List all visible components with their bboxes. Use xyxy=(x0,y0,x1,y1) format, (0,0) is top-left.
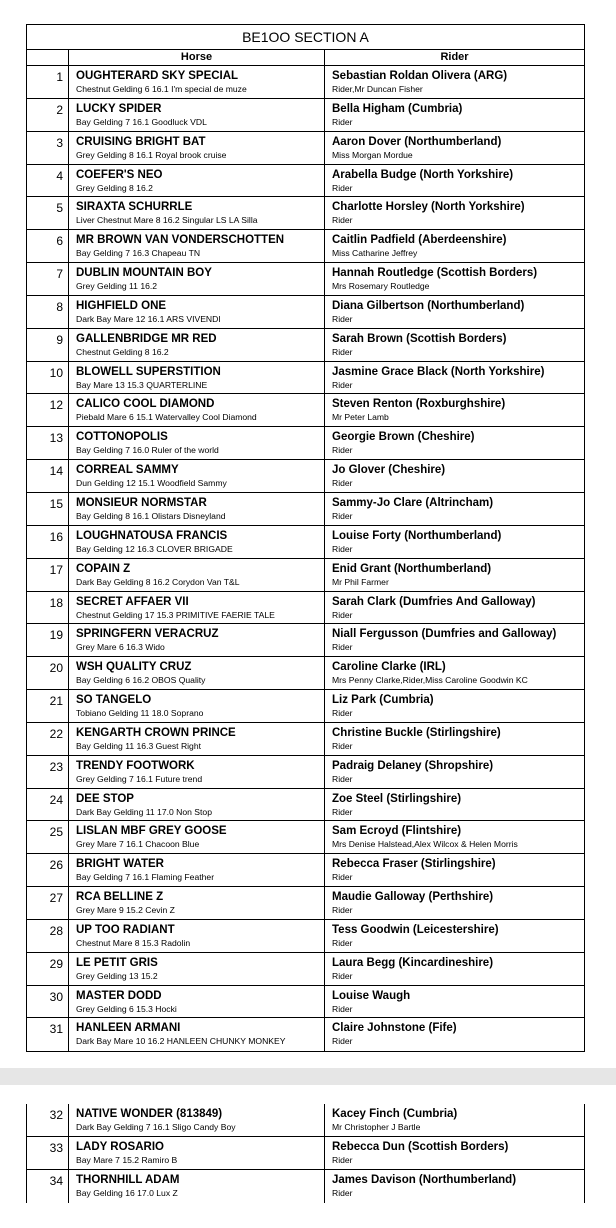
entry-number: 18 xyxy=(27,592,69,624)
horse-cell xyxy=(69,657,325,689)
horse-details: Bay Gelding 12 16.3 CLOVER BRIGADE xyxy=(76,543,233,554)
table-row xyxy=(27,624,584,657)
rider-cell xyxy=(325,460,584,492)
rider-cell xyxy=(325,1170,584,1203)
rider-name: Caitlin Padfield (Aberdeenshire) xyxy=(332,234,507,247)
horse-cell xyxy=(69,854,325,886)
owner-name: Miss Catharine Jeffrey xyxy=(332,248,418,259)
rider-name: Maudie Galloway (Perthshire) xyxy=(332,891,494,904)
horse-cell xyxy=(69,132,325,164)
owner-name: Rider xyxy=(332,872,353,883)
horse-details: Grey Gelding 8 16.1 Royal brook cruise xyxy=(76,149,227,160)
horse-cell xyxy=(69,690,325,722)
horse-details: Bay Gelding 7 16.3 Chapeau TN xyxy=(76,248,201,259)
horse-cell xyxy=(69,263,325,295)
entry-number: 13 xyxy=(27,427,69,459)
rider-cell xyxy=(325,624,584,656)
rider-cell xyxy=(325,592,584,624)
owner-name: Rider xyxy=(332,609,353,620)
table-row xyxy=(27,99,584,132)
rider-name: Sam Ecroyd (Flintshire) xyxy=(332,825,462,838)
entry-number: 20 xyxy=(27,657,69,689)
horse-cell xyxy=(69,165,325,197)
entry-number: 4 xyxy=(27,165,69,197)
rider-cell xyxy=(325,66,584,98)
owner-name: Rider xyxy=(332,642,353,653)
horse-details: Tobiano Gelding 11 18.0 Soprano xyxy=(76,708,204,719)
horse-name: KENGARTH CROWN PRINCE xyxy=(76,726,236,739)
rider-name: Rebecca Dun (Scottish Borders) xyxy=(332,1140,509,1153)
entry-number: 27 xyxy=(27,887,69,919)
entry-number: 7 xyxy=(27,263,69,295)
entry-number: 2 xyxy=(27,99,69,131)
horse-details: Bay Gelding 7 16.1 Goodluck VDL xyxy=(76,116,207,127)
table-row xyxy=(27,592,584,625)
owner-name: Rider xyxy=(332,478,353,489)
rider-name: Rebecca Fraser (Stirlingshire) xyxy=(332,858,496,871)
rider-cell xyxy=(325,1018,584,1051)
horse-name: BRIGHT WATER xyxy=(76,858,164,871)
rider-cell xyxy=(325,854,584,886)
entry-number: 32 xyxy=(27,1104,69,1136)
horse-cell xyxy=(69,953,325,985)
rider-cell xyxy=(325,953,584,985)
table-row xyxy=(27,66,584,99)
rider-cell xyxy=(325,99,584,131)
horse-details: Dark Bay Mare 12 16.1 ARS VIVENDI xyxy=(76,313,221,324)
horse-name: BLOWELL SUPERSTITION xyxy=(76,365,221,378)
rider-name: Liz Park (Cumbria) xyxy=(332,694,434,707)
owner-name: Mrs Penny Clarke,Rider,Miss Caroline Goodwin KC xyxy=(332,675,528,686)
rider-cell xyxy=(325,1137,584,1169)
entry-number: 3 xyxy=(27,132,69,164)
rider-name: Charlotte Horsley (North Yorkshire) xyxy=(332,201,525,214)
table-row xyxy=(27,394,584,427)
horse-cell xyxy=(69,1104,325,1136)
entry-number: 22 xyxy=(27,723,69,755)
rider-cell xyxy=(325,263,584,295)
horse-cell xyxy=(69,230,325,262)
horse-name: UP TOO RADIANT xyxy=(76,923,175,936)
owner-name: Rider xyxy=(332,1154,353,1165)
entry-number: 10 xyxy=(27,362,69,394)
entry-number: 17 xyxy=(27,559,69,591)
owner-name: Rider xyxy=(332,1036,353,1047)
horse-cell xyxy=(69,723,325,755)
table-row xyxy=(27,329,584,362)
rider-name: Padraig Delaney (Shropshire) xyxy=(332,759,494,772)
horse-cell xyxy=(69,559,325,591)
owner-name: Mr Christopher J Bartle xyxy=(332,1122,421,1132)
rider-name: Louise Forty (Northumberland) xyxy=(332,529,502,542)
rider-name: Jasmine Grace Black (North Yorkshire) xyxy=(332,365,545,378)
rider-cell xyxy=(325,756,584,788)
rider-name: Bella Higham (Cumbria) xyxy=(332,102,463,115)
rider-cell xyxy=(325,986,584,1018)
owner-name: Rider xyxy=(332,905,353,916)
horse-details: Bay Gelding 16 17.0 Lux Z xyxy=(76,1187,178,1198)
table-row xyxy=(27,460,584,493)
entry-number: 25 xyxy=(27,821,69,853)
entry-number: 9 xyxy=(27,329,69,361)
entry-number: 24 xyxy=(27,789,69,821)
table-body-continued xyxy=(27,1104,584,1203)
horse-cell xyxy=(69,592,325,624)
horse-name: SIRAXTA SCHURRLE xyxy=(76,201,193,214)
rider-name: Hannah Routledge (Scottish Borders) xyxy=(332,267,538,280)
table-row xyxy=(27,789,584,822)
horse-details: Chestnut Gelding 17 15.3 PRIMITIVE FAERIE TALE xyxy=(76,609,275,620)
table-body xyxy=(27,66,584,1051)
horse-name: SO TANGELO xyxy=(76,694,152,707)
entry-number: 5 xyxy=(27,197,69,229)
table-row xyxy=(27,756,584,789)
rider-name: Enid Grant (Northumberland) xyxy=(332,562,492,575)
owner-name: Rider xyxy=(332,740,353,751)
owner-name: Mrs Denise Halstead,Alex Wilcox & Helen Morris xyxy=(332,839,518,850)
table-row xyxy=(27,920,584,953)
horse-details: Liver Chestnut Mare 8 16.2 Singular LS LA Silla xyxy=(76,215,258,226)
horse-details: Dark Bay Gelding 11 17.0 Non Stop xyxy=(76,806,212,817)
horse-name: OUGHTERARD SKY SPECIAL xyxy=(76,70,239,82)
horse-cell xyxy=(69,394,325,426)
rider-cell xyxy=(325,362,584,394)
horse-details: Grey Mare 6 16.3 Wido xyxy=(76,642,165,653)
owner-name: Rider xyxy=(332,510,353,521)
entry-number: 28 xyxy=(27,920,69,952)
entry-number: 15 xyxy=(27,493,69,525)
horse-name: HANLEEN ARMANI xyxy=(76,1022,181,1035)
rider-cell xyxy=(325,789,584,821)
horse-cell xyxy=(69,624,325,656)
horse-cell xyxy=(69,362,325,394)
rider-name: Steven Renton (Roxburghshire) xyxy=(332,398,506,411)
horse-name: HIGHFIELD ONE xyxy=(76,299,167,312)
rider-name: Tess Goodwin (Leicestershire) xyxy=(332,923,499,936)
horse-name: LADY ROSARIO xyxy=(76,1140,164,1153)
horse-details: Dun Gelding 12 15.1 Woodfield Sammy xyxy=(76,478,227,489)
rider-cell xyxy=(325,132,584,164)
horse-cell xyxy=(69,329,325,361)
owner-name: Rider xyxy=(332,773,353,784)
section-title: BE1OO SECTION A xyxy=(27,25,584,50)
owner-name: Mr Peter Lamb xyxy=(332,412,389,423)
rider-cell xyxy=(325,559,584,591)
owner-name: Rider xyxy=(332,970,353,981)
entry-number: 6 xyxy=(27,230,69,262)
table-row xyxy=(27,197,584,230)
horse-name: MR BROWN VAN VONDERSCHOTTEN xyxy=(76,234,285,247)
owner-name: Rider xyxy=(332,116,353,127)
table-row xyxy=(27,493,584,526)
horse-name: NATIVE WONDER (813849) xyxy=(76,1108,223,1120)
page-break xyxy=(0,1068,616,1085)
rider-cell xyxy=(325,920,584,952)
horse-cell xyxy=(69,986,325,1018)
owner-name: Mrs Rosemary Routledge xyxy=(332,281,430,292)
rider-name: Claire Johnstone (Fife) xyxy=(332,1022,457,1035)
table-row xyxy=(27,1018,584,1051)
rider-cell xyxy=(325,197,584,229)
owner-name: Rider xyxy=(332,1187,353,1198)
owner-name: Rider xyxy=(332,806,353,817)
owner-name: Rider xyxy=(332,1003,353,1014)
owner-name: Mr Phil Farmer xyxy=(332,576,389,587)
rider-name: Aaron Dover (Northumberland) xyxy=(332,135,502,148)
entry-number: 21 xyxy=(27,690,69,722)
horse-cell xyxy=(69,789,325,821)
rider-cell xyxy=(325,1104,584,1136)
owner-name: Rider,Mr Duncan Fisher xyxy=(332,84,423,94)
horse-details: Bay Gelding 7 16.0 Ruler of the world xyxy=(76,445,219,456)
rider-cell xyxy=(325,329,584,361)
rider-cell xyxy=(325,493,584,525)
rider-name: Sarah Clark (Dumfries And Galloway) xyxy=(332,595,536,608)
table-row xyxy=(27,723,584,756)
owner-name: Rider xyxy=(332,346,353,357)
entry-number: 26 xyxy=(27,854,69,886)
rider-cell xyxy=(325,690,584,722)
rider-name: Caroline Clarke (IRL) xyxy=(332,661,446,674)
horse-details: Grey Gelding 7 16.1 Future trend xyxy=(76,773,203,784)
owner-name: Rider xyxy=(332,215,353,226)
horse-details: Grey Gelding 13 15.2 xyxy=(76,970,158,981)
rider-cell xyxy=(325,427,584,459)
horse-cell xyxy=(69,296,325,328)
entry-number: 19 xyxy=(27,624,69,656)
entry-number: 1 xyxy=(27,66,69,98)
table-row xyxy=(27,526,584,559)
entry-number: 31 xyxy=(27,1018,69,1051)
horse-cell xyxy=(69,197,325,229)
horse-details: Piebald Mare 6 15.1 Watervalley Cool Diamond xyxy=(76,412,257,423)
table-row xyxy=(27,887,584,920)
horse-details: Chestnut Gelding 8 16.2 xyxy=(76,346,169,357)
horse-name: SPRINGFERN VERACRUZ xyxy=(76,628,219,641)
table-row xyxy=(27,657,584,690)
rider-cell xyxy=(325,657,584,689)
number-column-header xyxy=(27,50,69,65)
horse-cell xyxy=(69,427,325,459)
horse-cell xyxy=(69,1170,325,1203)
rider-name: Arabella Budge (North Yorkshire) xyxy=(332,168,514,181)
horse-details: Grey Gelding 6 15.3 Hocki xyxy=(76,1003,177,1014)
owner-name: Rider xyxy=(332,182,353,193)
rider-name: Diana Gilbertson (Northumberland) xyxy=(332,299,525,312)
table-row xyxy=(27,427,584,460)
rider-cell xyxy=(325,394,584,426)
entry-number: 34 xyxy=(27,1170,69,1203)
horse-name: SECRET AFFAER VII xyxy=(76,595,189,608)
horse-name: COPAIN Z xyxy=(76,562,131,575)
owner-name: Rider xyxy=(332,708,353,719)
rider-name: Jo Glover (Cheshire) xyxy=(332,464,446,477)
horse-details: Bay Mare 7 15.2 Ramiro B xyxy=(76,1154,178,1165)
horse-cell xyxy=(69,1018,325,1051)
entry-number: 30 xyxy=(27,986,69,1018)
horse-name: GALLENBRIDGE MR RED xyxy=(76,332,217,345)
horse-details: Chestnut Mare 8 15.3 Radolin xyxy=(76,937,191,948)
entry-number: 12 xyxy=(27,394,69,426)
rider-name: James Davison (Northumberland) xyxy=(332,1173,517,1186)
horse-cell xyxy=(69,756,325,788)
horse-details: Bay Mare 13 15.3 QUARTERLINE xyxy=(76,379,208,390)
horse-name: LUCKY SPIDER xyxy=(76,102,162,115)
horse-details: Bay Gelding 11 16.3 Guest Right xyxy=(76,740,202,751)
table-row xyxy=(27,953,584,986)
horse-details: Dark Bay Mare 10 16.2 HANLEEN CHUNKY MONKEY xyxy=(76,1036,286,1047)
horse-name: RCA BELLINE Z xyxy=(76,891,164,904)
table-row xyxy=(27,362,584,395)
horse-name: CORREAL SAMMY xyxy=(76,464,179,477)
horse-name: MASTER DODD xyxy=(76,989,162,1002)
rider-name: Sammy-Jo Clare (Altrincham) xyxy=(332,496,494,509)
rider-name: Sebastian Roldan Olivera (ARG) xyxy=(332,70,508,82)
table-row xyxy=(27,854,584,887)
entry-number: 33 xyxy=(27,1137,69,1169)
owner-name: Miss Morgan Mordue xyxy=(332,149,413,160)
horse-details: Bay Gelding 6 16.2 OBOS Quality xyxy=(76,675,206,686)
rider-name: Laura Begg (Kincardineshire) xyxy=(332,956,494,969)
horse-cell xyxy=(69,99,325,131)
entry-number: 14 xyxy=(27,460,69,492)
table-row xyxy=(27,165,584,198)
horse-name: DUBLIN MOUNTAIN BOY xyxy=(76,267,212,280)
table-row xyxy=(27,821,584,854)
table-row xyxy=(27,1137,584,1170)
rider-name: Kacey Finch (Cumbria) xyxy=(332,1108,458,1120)
entry-number: 8 xyxy=(27,296,69,328)
horse-details: Dark Bay Gelding 7 16.1 Sligo Candy Boy xyxy=(76,1122,236,1132)
table-row xyxy=(27,132,584,165)
entries-table-continued xyxy=(26,1104,585,1203)
entry-number: 23 xyxy=(27,756,69,788)
table-row xyxy=(27,559,584,592)
rider-name: Christine Buckle (Stirlingshire) xyxy=(332,726,501,739)
horse-name: LISLAN MBF GREY GOOSE xyxy=(76,825,227,838)
horse-name: CALICO COOL DIAMOND xyxy=(76,398,215,411)
horse-cell xyxy=(69,1137,325,1169)
horse-details: Grey Mare 7 16.1 Chacoon Blue xyxy=(76,839,200,850)
horse-name: COTTONOPOLIS xyxy=(76,431,168,444)
rider-cell xyxy=(325,296,584,328)
horse-name: WSH QUALITY CRUZ xyxy=(76,661,192,674)
horse-details: Bay Gelding 7 16.1 Flaming Feather xyxy=(76,872,215,883)
horse-cell xyxy=(69,821,325,853)
table-row xyxy=(27,986,584,1019)
owner-name: Rider xyxy=(332,937,353,948)
horse-name: THORNHILL ADAM xyxy=(76,1173,180,1186)
horse-cell xyxy=(69,920,325,952)
rider-name: Georgie Brown (Cheshire) xyxy=(332,431,475,444)
rider-column-header: Rider xyxy=(440,51,469,63)
rider-cell xyxy=(325,165,584,197)
horse-details: Bay Gelding 8 16.1 Olistars Disneyland xyxy=(76,510,226,521)
horse-cell xyxy=(69,460,325,492)
rider-cell xyxy=(325,723,584,755)
horse-name: TRENDY FOOTWORK xyxy=(76,759,195,772)
horse-cell xyxy=(69,493,325,525)
entry-number: 16 xyxy=(27,526,69,558)
horse-details: Grey Gelding 11 16.2 xyxy=(76,281,158,292)
owner-name: Rider xyxy=(332,543,353,554)
table-header xyxy=(27,50,584,66)
horse-name: DEE STOP xyxy=(76,792,134,805)
table-row xyxy=(27,1170,584,1203)
horse-name: COEFER'S NEO xyxy=(76,168,163,181)
horse-cell xyxy=(69,66,325,98)
rider-name: Sarah Brown (Scottish Borders) xyxy=(332,332,507,345)
table-row xyxy=(27,263,584,296)
horse-cell xyxy=(69,526,325,558)
owner-name: Rider xyxy=(332,445,353,456)
table-row xyxy=(27,230,584,263)
owner-name: Rider xyxy=(332,379,353,390)
horse-details: Dark Bay Gelding 8 16.2 Corydon Van T&L xyxy=(76,576,240,587)
rider-name: Zoe Steel (Stirlingshire) xyxy=(332,792,462,805)
horse-details: Grey Gelding 8 16.2 xyxy=(76,182,153,193)
horse-name: CRUISING BRIGHT BAT xyxy=(76,135,206,148)
table-row xyxy=(27,690,584,723)
rider-cell xyxy=(325,821,584,853)
entry-number: 29 xyxy=(27,953,69,985)
horse-name: LE PETIT GRIS xyxy=(76,956,158,969)
horse-cell xyxy=(69,887,325,919)
horse-name: MONSIEUR NORMSTAR xyxy=(76,496,207,509)
owner-name: Rider xyxy=(332,313,353,324)
rider-name: Louise Waugh xyxy=(332,989,411,1002)
horse-column-header: Horse xyxy=(69,50,325,65)
rider-cell xyxy=(325,526,584,558)
table-row xyxy=(27,296,584,329)
rider-cell xyxy=(325,887,584,919)
entries-table xyxy=(26,24,585,1052)
horse-details: Grey Mare 9 15.2 Cevin Z xyxy=(76,905,175,916)
table-row xyxy=(27,1104,584,1137)
rider-name: Niall Fergusson (Dumfries and Galloway) xyxy=(332,628,557,641)
horse-details: Chestnut Gelding 6 16.1 I'm special de muze xyxy=(76,84,247,94)
rider-cell xyxy=(325,230,584,262)
horse-name: LOUGHNATOUSA FRANCIS xyxy=(76,529,228,542)
